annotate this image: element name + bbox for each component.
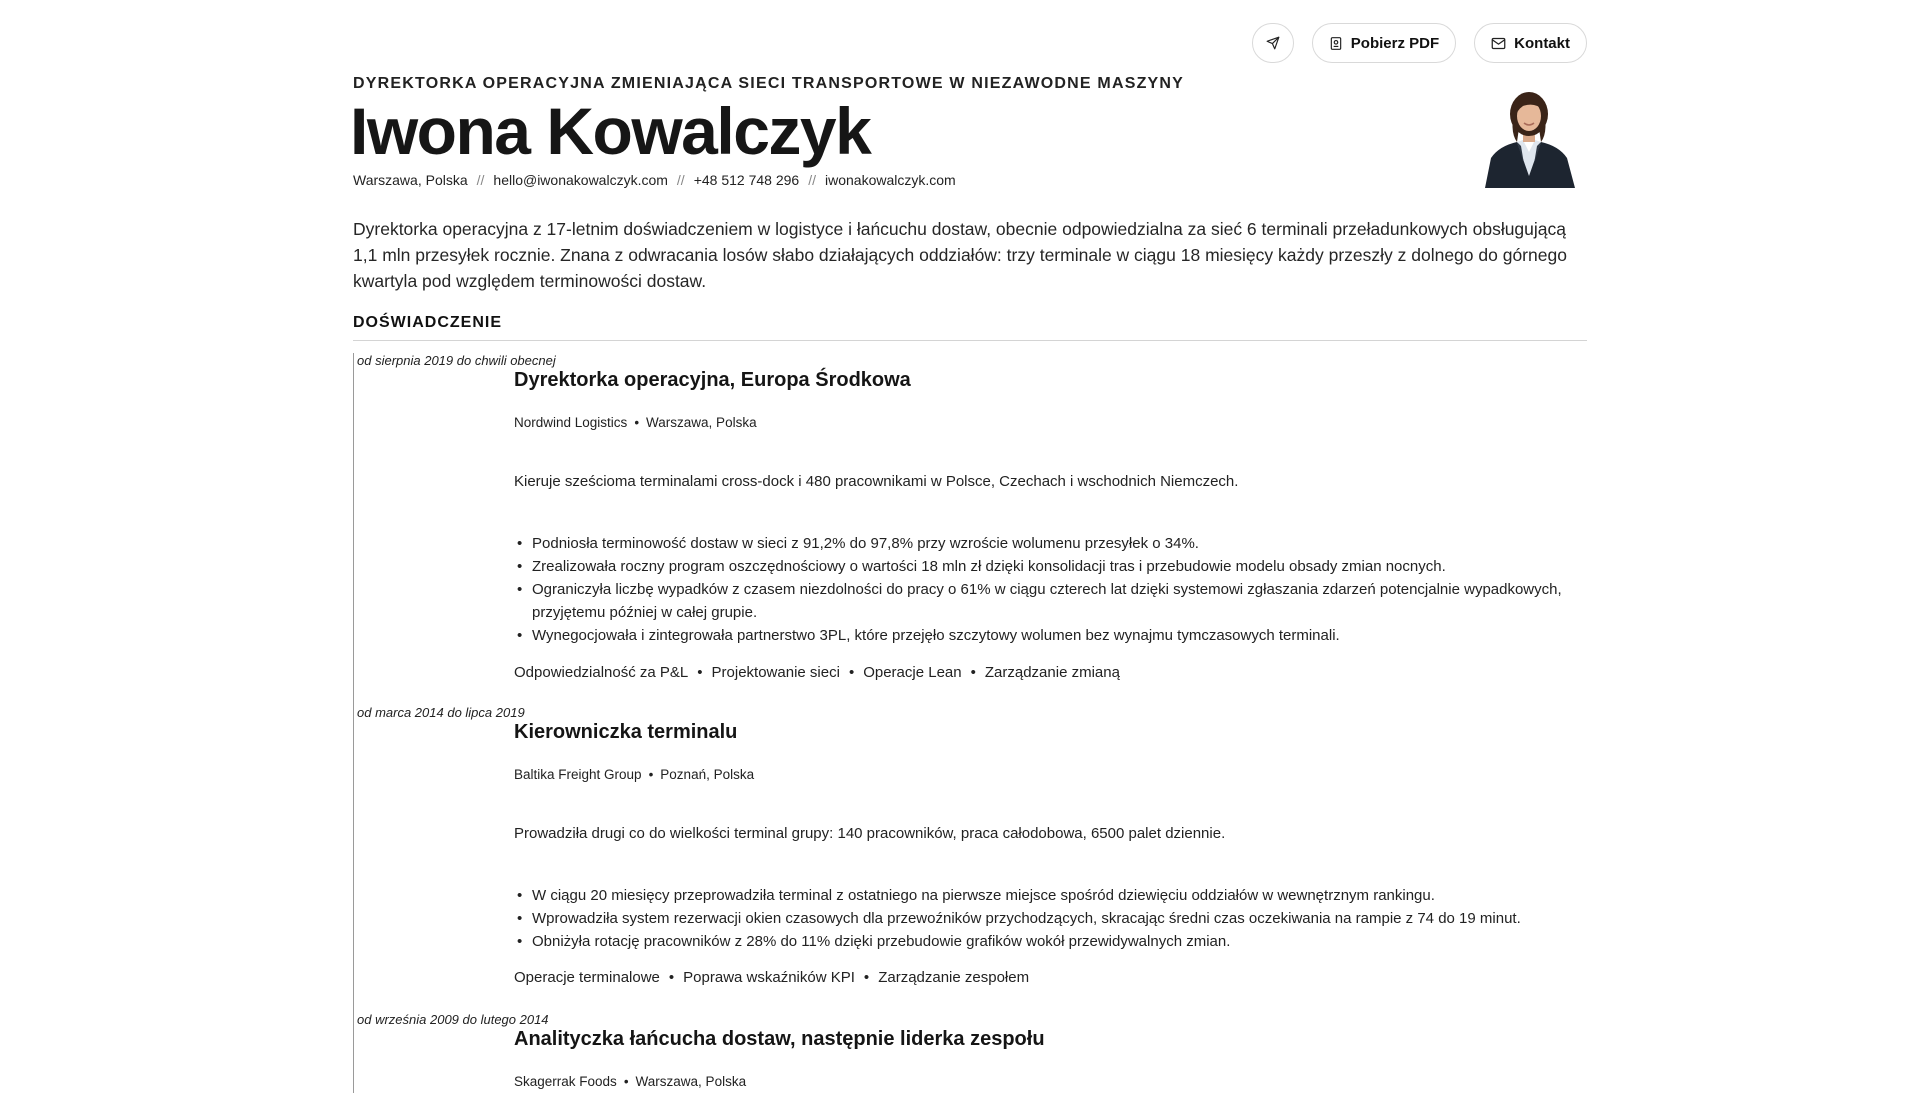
achievement-item: • Wynegocjowała i zintegrowała partnerstwo 3PL, które przejęło szczytowy wolumen bez wynajmu tymczasowych terminali. xyxy=(532,624,1592,647)
job-company-line xyxy=(514,415,757,430)
job-company-line xyxy=(514,1074,746,1089)
skill-tag: Zarządzanie zespołem xyxy=(878,969,1030,986)
bullet-separator: • xyxy=(668,969,675,986)
download-pdf-button[interactable] xyxy=(1312,23,1456,63)
achievements-list xyxy=(532,532,1592,647)
website-link[interactable]: iwonakowalczyk.com xyxy=(824,172,956,188)
job-date: od września 2009 do lutego 2014 xyxy=(357,1012,549,1027)
bullet-separator: • xyxy=(623,1074,629,1089)
email-link[interactable]: hello@iwonakowalczyk.com xyxy=(493,172,668,188)
bullet-separator: • xyxy=(634,415,640,430)
skills-line xyxy=(514,969,1029,986)
profile-summary: Dyrektorka operacyjna z 17-letnim doświadczeniem w logistyce i łańcuchu dostaw, obecnie odpowiedzialna za sieć 6 terminali przeładunkowych obsługującą 1,1 mln przesyłek rocznie. Znana z odwracania losów słabo działających oddziałów: trzy terminale w ciągu 18 miesięcy każdy przeszły z dolnego do górnego kwartyla pod względem terminowości dostaw. xyxy=(353,219,1567,291)
skill-tag: Projektowanie sieci xyxy=(711,664,840,681)
top-actions xyxy=(1252,23,1587,63)
company-name: Skagerrak Foods xyxy=(514,1074,617,1089)
skill-tag: Odpowiedzialność za P&L xyxy=(514,664,689,681)
achievements-list xyxy=(532,884,1592,953)
experience-heading: DOŚWIADCZENIE xyxy=(353,314,1587,341)
bullet-separator: • xyxy=(697,664,703,681)
achievement-item: • Podniosła terminowość dostaw w sieci z 91,2% do 97,8% przy wzroście wolumenu przesyłek o 34%. xyxy=(532,532,1592,555)
job-description: Prowadziła drugi co do wielkości terminal grupy: 140 pracowników, praca całodobowa, 6500 palet dziennie. xyxy=(514,825,1226,842)
job-location: Warszawa, Polska xyxy=(635,1074,747,1089)
bullet-separator: • xyxy=(648,767,654,782)
avatar xyxy=(1477,84,1581,188)
job-date: od sierpnia 2019 do chwili obecnej xyxy=(357,353,556,368)
bullet-separator: • xyxy=(863,969,870,986)
skill-tag: Zarządzanie zmianą xyxy=(984,664,1120,681)
skill-tag: Operacje Lean xyxy=(863,664,962,681)
contact-button[interactable] xyxy=(1474,23,1587,63)
skill-tag: Poprawa wskaźników KPI xyxy=(683,969,855,986)
achievement-item: • W ciągu 20 miesięcy przeprowadziła terminal z ostatniego na pierwsze miejsce spośród dziewięciu oddziałów w wewnętrznym rankingu. xyxy=(532,884,1592,907)
achievement-item: • Zrealizowała roczny program oszczędnościowy o wartości 18 mln zł dzięki konsolidacji tras i przebudowie modelu obsady zmian nocnych. xyxy=(532,555,1592,578)
job-location: Warszawa, Polska xyxy=(646,415,757,430)
experience-timeline xyxy=(353,353,1587,1093)
separator: // xyxy=(676,172,685,188)
contact-line xyxy=(353,172,956,188)
achievement-item: • Ograniczyła liczbę wypadków z czasem niezdolności do pracy o 61% w ciągu czterech lat dzięki systemowi zgłaszania zdarzeń potencjalnie wypadkowych, przyjętemu później w całej grupie. xyxy=(532,578,1592,624)
achievement-item: • Wprowadziła system rezerwacji okien czasowych dla przewoźników przychodzących, skracając średni czas oczekiwania na rampie z 74 do 19 minut. xyxy=(532,907,1592,930)
pdf-file-icon xyxy=(1329,36,1343,51)
mail-icon xyxy=(1491,37,1506,50)
skill-tag: Operacje terminalowe xyxy=(514,969,660,986)
job-description: Kieruje sześcioma terminalami cross-dock i 480 pracownikami w Polsce, Czechach i wschodnich Niemczech. xyxy=(514,473,1239,490)
job-title: Kierowniczka terminalu xyxy=(514,721,738,743)
phone-link[interactable]: +48 512 748 296 xyxy=(693,172,800,188)
company-name: Nordwind Logistics xyxy=(514,415,628,430)
bullet-separator: • xyxy=(848,664,855,681)
person-name: Iwona Kowalczyk xyxy=(350,94,871,168)
job-date: od marca 2014 do lipca 2019 xyxy=(357,705,525,720)
contact-label: Kontakt xyxy=(1514,34,1570,52)
company-name: Baltika Freight Group xyxy=(514,767,642,782)
share-button[interactable] xyxy=(1252,23,1294,63)
tagline: DYREKTORKA OPERACYJNA ZMIENIAJĄCA SIECI TRANSPORTOWE W NIEZAWODNE MASZYNY xyxy=(353,75,1185,92)
bullet-separator: • xyxy=(970,664,976,681)
achievement-item: • Obniżyła rotację pracowników z 28% do 11% dzięki przebudowie grafików wokół przewidywalnych zmian. xyxy=(532,930,1592,953)
job-title: Analityczka łańcucha dostaw, następnie liderka zespołu xyxy=(514,1028,1045,1050)
job-company-line xyxy=(514,767,754,782)
job-title: Dyrektorka operacyjna, Europa Środkowa xyxy=(514,369,911,391)
download-pdf-label: Pobierz PDF xyxy=(1350,34,1440,52)
separator: // xyxy=(808,172,816,188)
location-text: Warszawa, Polska xyxy=(353,172,468,188)
job-location: Poznań, Polska xyxy=(660,767,755,782)
separator: // xyxy=(476,172,485,188)
send-icon xyxy=(1266,36,1280,50)
skills-line xyxy=(514,664,1120,681)
